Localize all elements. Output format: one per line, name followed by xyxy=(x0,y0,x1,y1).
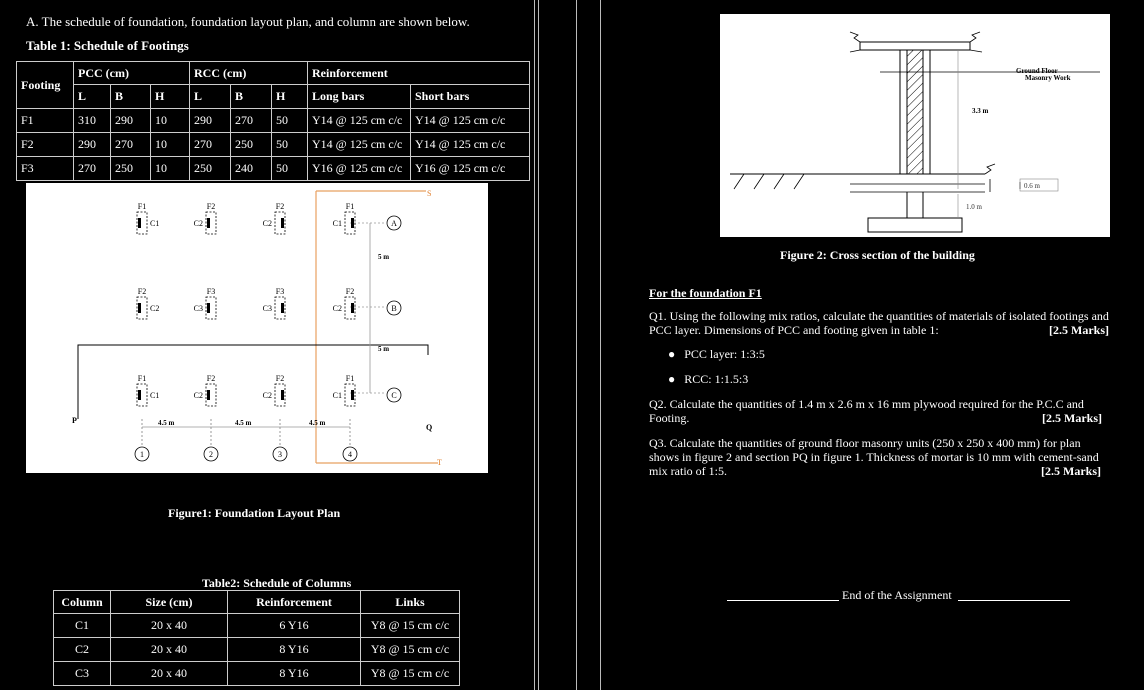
table-row xyxy=(54,662,460,686)
th-footing: Footing xyxy=(17,62,74,109)
th-size: Size (cm) xyxy=(111,591,228,614)
th-sub: Long bars xyxy=(308,85,411,109)
footing-label: F2 xyxy=(137,287,147,296)
mark-s: S xyxy=(427,189,432,198)
axis-b: B xyxy=(391,304,397,313)
axis-a: A xyxy=(391,219,397,228)
dim-5m-1: 5 m xyxy=(378,253,390,261)
page-divider-left-2 xyxy=(538,0,539,690)
cell: 250 xyxy=(231,133,272,157)
footing-symbol xyxy=(137,202,159,234)
th-links: Links xyxy=(361,591,460,614)
cell: C3 xyxy=(54,662,111,686)
th-sub: H xyxy=(272,85,308,109)
footing-symbol xyxy=(137,287,159,319)
mix-list xyxy=(668,347,765,387)
column-label: C2 xyxy=(262,219,272,228)
footing-label: F2 xyxy=(275,374,285,383)
column-label: C2 xyxy=(150,304,160,313)
end-line-right xyxy=(958,600,1070,601)
column-label: C2 xyxy=(262,391,272,400)
cell: 8 Y16 xyxy=(228,662,361,686)
dim-4-5m-2: 4.5 m xyxy=(235,419,252,427)
label-ground-floor: Ground Floor xyxy=(1016,67,1058,75)
axis-1: 1 xyxy=(140,450,144,459)
footing-symbol xyxy=(194,202,216,234)
footing-label: F2 xyxy=(206,202,216,211)
cell: 250 xyxy=(111,157,151,181)
cell: Y14 @ 125 cm c/c xyxy=(308,109,411,133)
q2-marks: [2.5 Marks] xyxy=(1042,411,1102,425)
cell: 290 xyxy=(190,109,231,133)
footing-symbol xyxy=(333,374,355,406)
cell: F1 xyxy=(17,109,74,133)
mix-rcc: RCC: 1:1.5:3 xyxy=(684,372,749,386)
axis-c: C xyxy=(391,391,397,400)
q3-text xyxy=(649,436,1111,478)
cell: 310 xyxy=(74,109,111,133)
intro-text: A. The schedule of foundation, foundation layout plan, and column are shown below. xyxy=(26,14,470,29)
cell: 20 x 40 xyxy=(111,638,228,662)
footing-label: F2 xyxy=(206,374,216,383)
th-sub: B xyxy=(111,85,151,109)
column-label: C2 xyxy=(193,391,203,400)
footing-label: F2 xyxy=(345,287,355,296)
figure2-caption: Figure 2: Cross section of the building xyxy=(780,248,975,262)
cell: 50 xyxy=(272,109,308,133)
th-reinforcement: Reinforcement xyxy=(308,62,530,85)
mark-t: T xyxy=(437,458,442,467)
footing-symbol xyxy=(137,374,159,406)
footing-label: F1 xyxy=(137,202,147,211)
th-sub: L xyxy=(190,85,231,109)
cell: 250 xyxy=(190,157,231,181)
column-label: C3 xyxy=(193,304,203,313)
cell: 10 xyxy=(151,157,190,181)
cell: 270 xyxy=(190,133,231,157)
cell: 290 xyxy=(111,109,151,133)
dim-0-6m: 0.6 m xyxy=(1024,182,1040,190)
cell: 10 xyxy=(151,133,190,157)
table-row xyxy=(17,133,530,157)
cell: 50 xyxy=(272,133,308,157)
foundation-layout-plan xyxy=(26,183,488,473)
dim-4-5m-1: 4.5 m xyxy=(158,419,175,427)
th-sub: H xyxy=(151,85,190,109)
footing-symbol xyxy=(333,287,355,319)
cell: 8 Y16 xyxy=(228,638,361,662)
q1-text xyxy=(649,309,1109,337)
footing-label: F1 xyxy=(137,374,147,383)
page-divider-right-2 xyxy=(600,0,601,690)
page-divider-left xyxy=(534,0,535,690)
th-pcc: PCC (cm) xyxy=(74,62,190,85)
end-of-assignment: End of the Assignment xyxy=(842,588,952,602)
label-masonry-work: Masonry Work xyxy=(1025,74,1071,82)
axis-3: 3 xyxy=(278,450,282,459)
footing-symbol xyxy=(263,374,285,406)
cell: C1 xyxy=(54,614,111,638)
end-line-left xyxy=(727,600,839,601)
column-label: C1 xyxy=(150,219,160,228)
column-label: C2 xyxy=(332,304,342,313)
column-label: C1 xyxy=(332,391,342,400)
footing-label: F3 xyxy=(275,287,285,296)
page-divider-right xyxy=(576,0,577,690)
cell: Y16 @ 125 cm c/c xyxy=(411,157,530,181)
column-label: C2 xyxy=(193,219,203,228)
mark-q: Q xyxy=(426,423,433,432)
mark-p: P xyxy=(72,416,77,425)
th-sub: L xyxy=(74,85,111,109)
cell: 240 xyxy=(231,157,272,181)
th-reinforcement: Reinforcement xyxy=(228,591,361,614)
table-row xyxy=(54,638,460,662)
cell: Y14 @ 125 cm c/c xyxy=(411,109,530,133)
cell: Y8 @ 15 cm c/c xyxy=(361,638,460,662)
footing-symbol xyxy=(333,202,355,234)
column-schedule-table xyxy=(53,590,460,686)
axis-2: 2 xyxy=(209,450,213,459)
cell: 270 xyxy=(74,157,111,181)
table1-title: Table 1: Schedule of Footings xyxy=(26,38,189,53)
q3-marks: [2.5 Marks] xyxy=(1041,464,1101,478)
dim-3-3m: 3.3 m xyxy=(972,107,989,115)
table-row xyxy=(17,109,530,133)
cell: F3 xyxy=(17,157,74,181)
building-cross-section xyxy=(720,14,1110,237)
footing-label: F3 xyxy=(206,287,216,296)
q3-body: Q3. Calculate the quantities of ground floor masonry units (250 x 250 x 400 mm) for plan shows in figure 2 and section PQ in figure 1. Thickness of mortar is 10 mm with cement-sand mix ratio of 1:5. xyxy=(649,436,1099,478)
footing-schedule-table xyxy=(16,61,530,181)
cell: 290 xyxy=(74,133,111,157)
cell: C2 xyxy=(54,638,111,662)
figure1-caption: Figure1: Foundation Layout Plan xyxy=(168,506,341,520)
th-rcc: RCC (cm) xyxy=(190,62,308,85)
axis-4: 4 xyxy=(348,450,352,459)
footing-symbol xyxy=(263,202,285,234)
table-row xyxy=(54,614,460,638)
q1-body: Q1. Using the following mix ratios, calculate the quantities of materials of isolated footings and PCC layer. Dimensions of PCC and footing given in table 1: xyxy=(649,309,1109,337)
th-column: Column xyxy=(54,591,111,614)
cell: 20 x 40 xyxy=(111,662,228,686)
cell: 50 xyxy=(272,157,308,181)
mix-item: ● PCC layer: 1:3:5 xyxy=(668,347,765,361)
mix-item: ● RCC: 1:1.5:3 xyxy=(668,372,749,386)
column-label: C1 xyxy=(150,391,160,400)
cell: 10 xyxy=(151,109,190,133)
table2-title: Table2: Schedule of Columns xyxy=(202,576,352,590)
cell: Y14 @ 125 cm c/c xyxy=(308,133,411,157)
footing-symbol xyxy=(194,374,216,406)
cell: 270 xyxy=(231,109,272,133)
dim-5m-2: 5 m xyxy=(378,345,390,353)
dim-4-5m-3: 4.5 m xyxy=(309,419,326,427)
cell: Y8 @ 15 cm c/c xyxy=(361,662,460,686)
cell: Y16 @ 125 cm c/c xyxy=(308,157,411,181)
dim-1-0m: 1.0 m xyxy=(966,203,982,211)
footing-label: F2 xyxy=(275,202,285,211)
q1-marks: [2.5 Marks] xyxy=(1049,323,1109,337)
q2-text xyxy=(649,397,1102,425)
cell: 270 xyxy=(111,133,151,157)
cell: 20 x 40 xyxy=(111,614,228,638)
q2-body: Q2. Calculate the quantities of 1.4 m x 2.6 m x 16 mm plywood required for the P.C.C and Footing. xyxy=(649,397,1084,425)
th-sub: B xyxy=(231,85,272,109)
foundation-heading: For the foundation F1 xyxy=(649,286,762,300)
footing-symbol xyxy=(263,287,285,319)
footing-symbol xyxy=(194,287,216,319)
footing-label: F1 xyxy=(345,374,355,383)
footing-label: F1 xyxy=(345,202,355,211)
mix-pcc: PCC layer: 1:3:5 xyxy=(684,347,765,361)
column-label: C3 xyxy=(262,304,272,313)
th-sub: Short bars xyxy=(411,85,530,109)
cell: Y14 @ 125 cm c/c xyxy=(411,133,530,157)
column-label: C1 xyxy=(332,219,342,228)
cell: Y8 @ 15 cm c/c xyxy=(361,614,460,638)
cell: 6 Y16 xyxy=(228,614,361,638)
table-row xyxy=(17,157,530,181)
cell: F2 xyxy=(17,133,74,157)
